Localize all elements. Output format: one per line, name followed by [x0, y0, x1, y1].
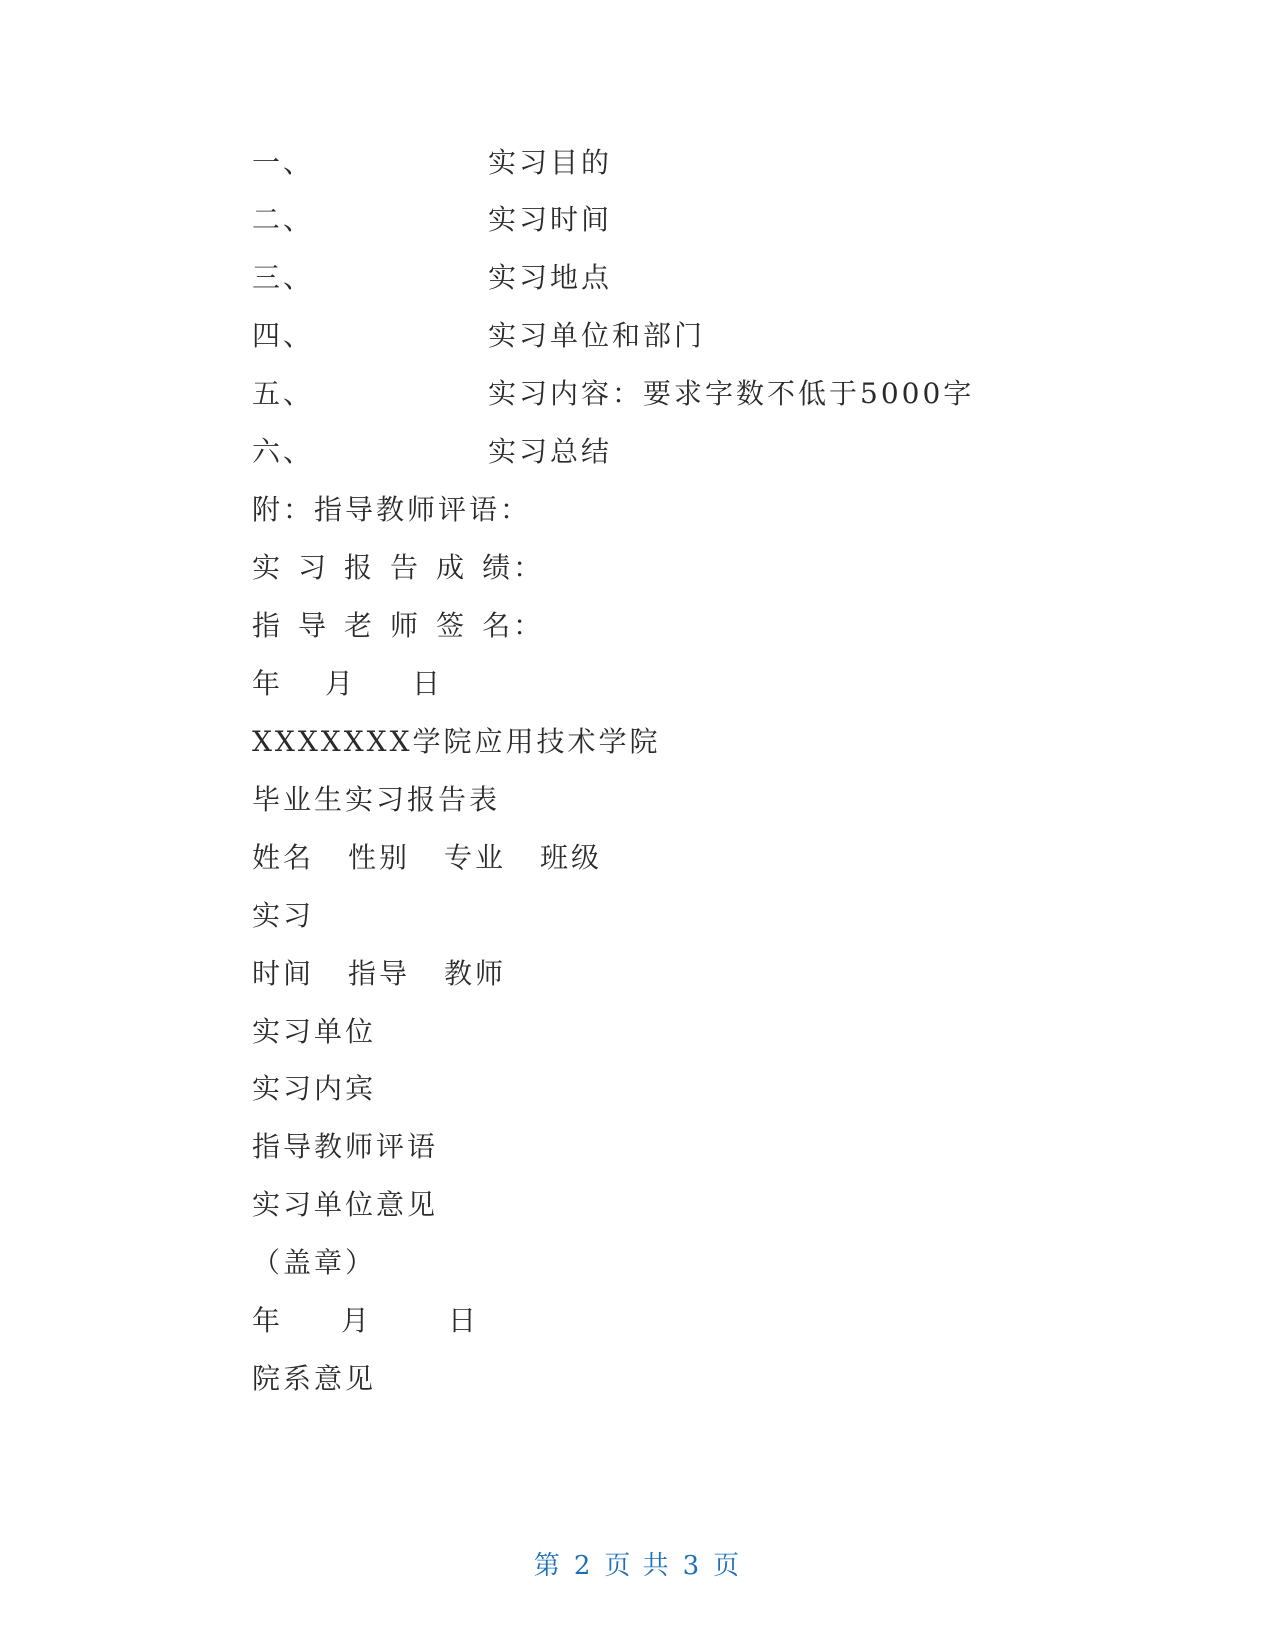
sign-char: 师 — [390, 609, 422, 642]
grade-char: 习 — [298, 551, 330, 584]
grade-char: 成 — [436, 551, 468, 584]
date-month: 月 — [325, 667, 357, 700]
outline-number: 五、 — [252, 377, 315, 410]
field-unit-label: 实习单位 — [252, 1015, 377, 1048]
current-page-number: 2 — [573, 1551, 593, 1581]
college-name: XXXXXXX学院应用技术学院 — [252, 725, 661, 758]
outline-number: 一、 — [252, 146, 315, 179]
outline-text: 实习时间 — [488, 203, 613, 236]
sign-char: 老 — [344, 609, 376, 642]
outline-text: 实习总结 — [488, 435, 613, 468]
field-guide-label: 指导 — [348, 957, 411, 990]
footer-prefix: 第 — [533, 1551, 562, 1581]
outline-number: 六、 — [252, 435, 315, 468]
date-year: 年 — [252, 667, 284, 700]
sign-char: 名： — [482, 609, 545, 642]
sign-char: 签 — [436, 609, 468, 642]
outline-item-4 — [252, 316, 705, 356]
form-row-student-info — [252, 838, 602, 878]
outline-text: 实习地点 — [488, 261, 613, 294]
field-content-label: 实习内宾 — [252, 1072, 377, 1105]
sign-char: 指 — [252, 609, 284, 642]
outline-text: 实习内容：要求字数不低于5000字 — [488, 377, 975, 410]
outline-item-6 — [252, 432, 612, 472]
date-line-2 — [252, 1301, 479, 1341]
outline-text: 实习单位和部门 — [488, 319, 706, 352]
form-title: 毕业生实习报告表 — [252, 783, 501, 816]
grade-char: 绩： — [482, 551, 545, 584]
field-name-label: 姓名 — [252, 841, 315, 874]
footer-suffix: 页 — [713, 1551, 742, 1581]
field-shixi-label: 实习 — [252, 899, 315, 932]
outline-item-3 — [252, 258, 612, 298]
date-line-1 — [252, 664, 443, 704]
field-unit-opinion-label: 实习单位意见 — [252, 1188, 439, 1221]
report-grade-label — [252, 548, 559, 588]
grade-char: 实 — [252, 551, 284, 584]
footer-middle: 页 共 — [604, 1551, 671, 1581]
field-major-label: 专业 — [444, 841, 507, 874]
outline-number: 四、 — [252, 319, 315, 352]
teacher-signature-label — [252, 606, 559, 646]
outline-number: 二、 — [252, 203, 315, 236]
date-year: 年 — [252, 1304, 284, 1337]
field-dept-opinion-label: 院系意见 — [252, 1362, 377, 1395]
teacher-comment-label: 附：指导教师评语： — [252, 493, 532, 526]
field-teacher-label: 教师 — [444, 957, 507, 990]
form-row-time-teacher — [252, 954, 506, 994]
field-class-label: 班级 — [540, 841, 603, 874]
field-time-label: 时间 — [252, 957, 315, 990]
date-day: 日 — [448, 1304, 480, 1337]
date-month: 月 — [341, 1304, 373, 1337]
page-footer — [0, 1545, 1275, 1582]
outline-item-5 — [252, 374, 974, 414]
outline-number: 三、 — [252, 261, 315, 294]
outline-item-1 — [252, 143, 612, 183]
total-pages-number: 3 — [682, 1551, 702, 1581]
sign-char: 导 — [298, 609, 330, 642]
date-day: 日 — [412, 667, 444, 700]
grade-char: 报 — [344, 551, 376, 584]
grade-char: 告 — [390, 551, 422, 584]
field-gender-label: 性别 — [348, 841, 411, 874]
seal-label: （盖章） — [252, 1246, 377, 1279]
outline-item-2 — [252, 200, 612, 240]
outline-text: 实习目的 — [488, 146, 613, 179]
field-teacher-comment-label: 指导教师评语 — [252, 1130, 439, 1163]
